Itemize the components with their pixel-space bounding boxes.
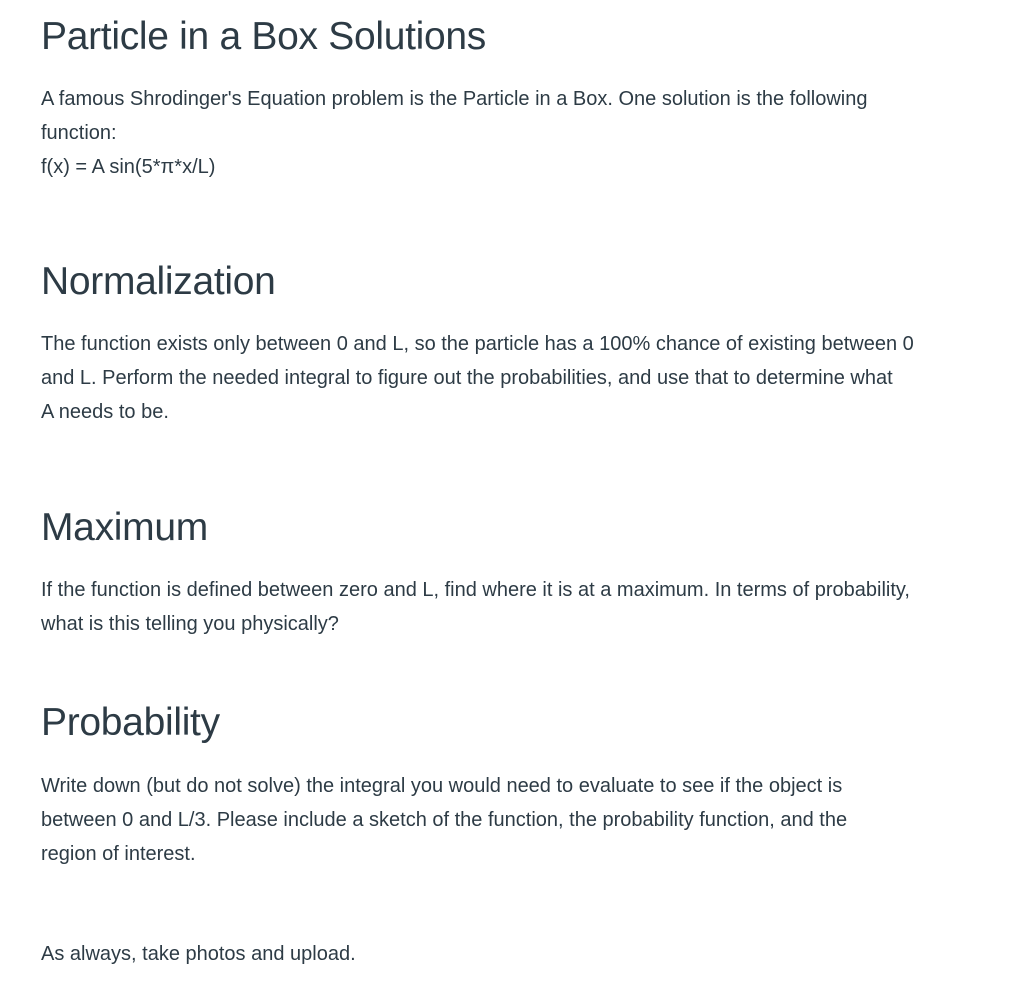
intro-line: A famous Shrodinger's Equation problem is the Particle in a Box. One solution is the following — [41, 88, 868, 110]
function-formula: f(x) = A sin(5*π*x/L) — [41, 156, 216, 178]
probability-line: region of interest. — [41, 843, 196, 865]
intro-line: function: — [41, 122, 117, 144]
maximum-line: If the function is defined between zero and L, find where it is at a maximum. In terms of probability, — [41, 579, 910, 601]
probability-line: between 0 and L/3. Please include a sketch of the function, the probability function, and the — [41, 809, 848, 831]
normalization-line: A needs to be. — [41, 401, 169, 423]
probability-line: Write down (but do not solve) the integral you would need to evaluate to see if the object is — [41, 775, 843, 797]
normalization-line: and L. Perform the needed integral to figure out the probabilities, and use that to determine what — [41, 367, 893, 389]
maximum-heading: Maximum — [41, 506, 208, 549]
normalization-paragraph — [41, 327, 1006, 429]
normalization-heading: Normalization — [41, 260, 276, 303]
maximum-paragraph — [41, 573, 1006, 641]
probability-paragraph — [41, 769, 1006, 871]
normalization-line: The function exists only between 0 and L, so the particle has a 100% chance of existing between 0 — [41, 333, 914, 355]
page-title: Particle in a Box Solutions — [41, 15, 486, 58]
maximum-line: what is this telling you physically? — [41, 613, 339, 635]
intro-paragraph — [41, 82, 1006, 184]
closing-line: As always, take photos and upload. — [41, 943, 356, 965]
probability-heading: Probability — [41, 701, 220, 744]
closing-paragraph — [41, 937, 1006, 971]
